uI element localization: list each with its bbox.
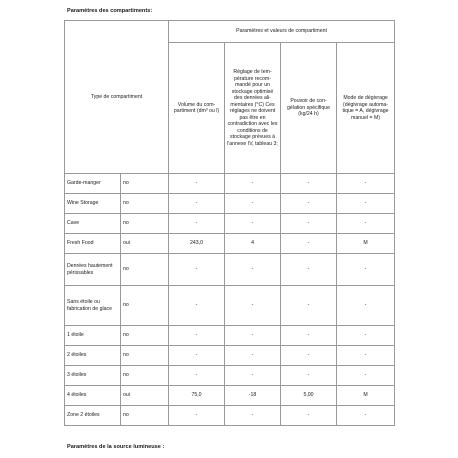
temperature-value: - [225,366,281,386]
compartment-name: Zone 2 étoiles [65,406,121,426]
freezing-value: - [281,214,337,234]
table-row [65,386,395,406]
freezing-value: - [281,286,337,326]
compartment-present: no [121,346,169,366]
temperature-value: - [225,326,281,346]
defrost-value: - [337,286,395,326]
table-row [65,406,395,426]
table-row [65,194,395,214]
table-row [65,214,395,234]
table-row [65,366,395,386]
freezing-value: - [281,366,337,386]
volume-value: - [169,174,225,194]
volume-value: - [169,286,225,326]
freezing-value: - [281,174,337,194]
header-parameters: Paramètres et valeurs de compartiment [169,21,395,43]
temperature-value: - [225,194,281,214]
freezing-value: 5,00 [281,386,337,406]
light-source-title: Paramètres de la source lumineuse : [67,444,165,450]
compartment-table [64,20,395,426]
temperature-value: - [225,406,281,426]
freezing-value: - [281,326,337,346]
table-row [65,174,395,194]
freezing-value: - [281,346,337,366]
volume-value: - [169,326,225,346]
compartment-name: Sans étoile ou fabrication de glace [65,286,121,326]
header-defrost-mode: Mode de dégivrage (dégivrage automatique = A, dégivrage manuel = M) [337,43,395,174]
table-row [65,346,395,366]
defrost-value: - [337,406,395,426]
freezing-value: - [281,406,337,426]
defrost-value: M [337,234,395,254]
table-row [65,234,395,254]
volume-value: - [169,214,225,234]
compartment-present: no [121,366,169,386]
volume-value: - [169,366,225,386]
compartment-name: 2 étoiles [65,346,121,366]
compartment-present: no [121,326,169,346]
compartment-present: no [121,286,169,326]
compartment-present: no [121,214,169,234]
temperature-value: 4 [225,234,281,254]
temperature-value: -18 [225,386,281,406]
defrost-value: - [337,346,395,366]
volume-value: 75,0 [169,386,225,406]
compartment-name: Garde-manger [65,174,121,194]
freezing-value: - [281,234,337,254]
defrost-value: - [337,174,395,194]
section-title: Paramètres des compartiments: [67,8,153,14]
defrost-value: - [337,326,395,346]
compartment-name: Cave [65,214,121,234]
compartment-name: Denrées hautement périssables [65,254,121,286]
volume-value: - [169,254,225,286]
temperature-value: - [225,214,281,234]
volume-value: - [169,406,225,426]
freezing-value: - [281,194,337,214]
header-compartment-type: Type de compartiment [65,21,169,174]
compartment-present: no [121,254,169,286]
table-row [65,286,395,326]
compartment-present: no [121,174,169,194]
defrost-value: - [337,366,395,386]
compartment-name: 4 étoiles [65,386,121,406]
compartment-name: 3 étoiles [65,366,121,386]
table-row [65,326,395,346]
defrost-value: M [337,386,395,406]
temperature-value: - [225,286,281,326]
table-row [65,254,395,286]
volume-value: - [169,194,225,214]
defrost-value: - [337,254,395,286]
volume-value: - [169,346,225,366]
header-freezing-capacity: Pouvoir de congélation spécifique (kg/24 h) [281,43,337,174]
compartment-name: Wine Storage [65,194,121,214]
compartment-present: no [121,194,169,214]
compartment-name: Fresh Food [65,234,121,254]
compartment-present: oui [121,386,169,406]
header-volume: Volume du compartiment (dm³ ou l) [169,43,225,174]
compartment-name: 1 étoile [65,326,121,346]
defrost-value: - [337,214,395,234]
temperature-value: - [225,346,281,366]
volume-value: 243,0 [169,234,225,254]
defrost-value: - [337,194,395,214]
header-temperature: Réglage de température recommandé pour un stockage optimisé des denrées alimentaires (°C) Ces réglages ne doivent pas être en contradiction avec les conditions de stockage prévues à l'annexe IV, tableau 3; [225,43,281,174]
compartment-rows [65,174,395,426]
compartment-present: oui [121,234,169,254]
freezing-value: - [281,254,337,286]
compartment-present: no [121,406,169,426]
temperature-value: - [225,174,281,194]
temperature-value: - [225,254,281,286]
